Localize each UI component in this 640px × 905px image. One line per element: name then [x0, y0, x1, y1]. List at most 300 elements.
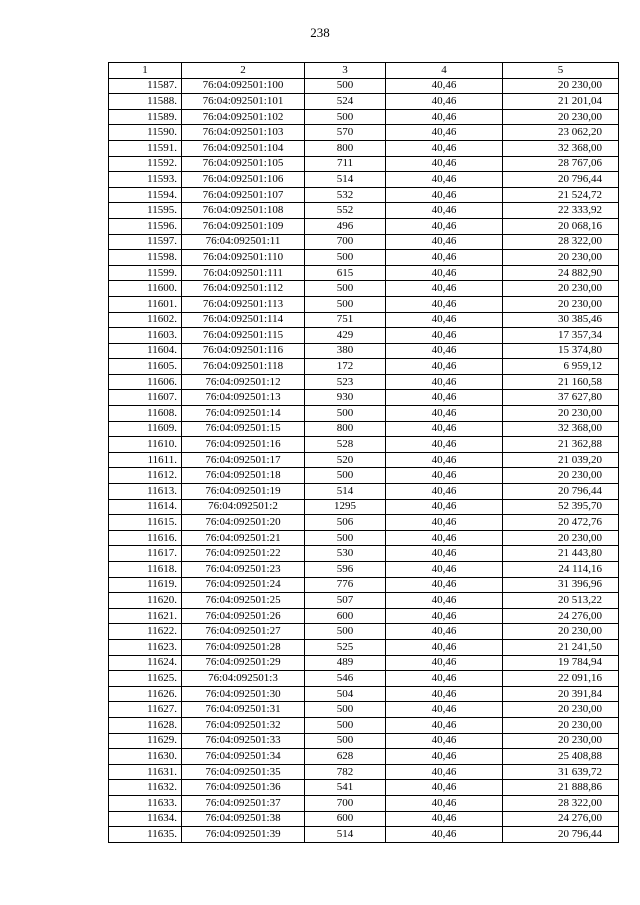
cadastral-number-cell: 76:04:092501:110: [182, 250, 305, 266]
area-cell: 507: [305, 593, 386, 609]
area-cell: 500: [305, 733, 386, 749]
area-cell: 524: [305, 94, 386, 110]
row-number-cell: 11611.: [109, 452, 182, 468]
table-body: [109, 78, 619, 842]
cadastral-number-cell: 76:04:092501:20: [182, 515, 305, 531]
cadastral-number-cell: 76:04:092501:118: [182, 359, 305, 375]
area-cell: 500: [305, 717, 386, 733]
row-number-cell: 11620.: [109, 593, 182, 609]
rate-cell: 40,46: [386, 78, 503, 94]
row-number-cell: 11604.: [109, 343, 182, 359]
area-cell: 520: [305, 452, 386, 468]
amount-cell: 52 395,70: [503, 499, 619, 515]
table-row: [109, 811, 619, 827]
rate-cell: 40,46: [386, 639, 503, 655]
row-number-cell: 11634.: [109, 811, 182, 827]
amount-cell: 25 408,88: [503, 749, 619, 765]
row-number-cell: 11617.: [109, 546, 182, 562]
row-number-cell: 11633.: [109, 795, 182, 811]
cadastral-number-cell: 76:04:092501:15: [182, 421, 305, 437]
cadastral-number-cell: 76:04:092501:112: [182, 281, 305, 297]
cadastral-number-cell: 76:04:092501:39: [182, 827, 305, 843]
amount-cell: 22 091,16: [503, 671, 619, 687]
row-number-cell: 11623.: [109, 639, 182, 655]
amount-cell: 20 796,44: [503, 172, 619, 188]
amount-cell: 21 888,86: [503, 780, 619, 796]
table-row: [109, 499, 619, 515]
table-row: [109, 109, 619, 125]
rate-cell: 40,46: [386, 468, 503, 484]
cadastral-number-cell: 76:04:092501:24: [182, 577, 305, 593]
row-number-cell: 11609.: [109, 421, 182, 437]
table-row: [109, 468, 619, 484]
cadastral-number-cell: 76:04:092501:116: [182, 343, 305, 359]
amount-cell: 32 368,00: [503, 421, 619, 437]
area-cell: 615: [305, 265, 386, 281]
amount-cell: 20 068,16: [503, 218, 619, 234]
amount-cell: 32 368,00: [503, 140, 619, 156]
table-row: [109, 343, 619, 359]
area-cell: 800: [305, 421, 386, 437]
cadastral-number-cell: 76:04:092501:14: [182, 406, 305, 422]
cadastral-number-cell: 76:04:092501:31: [182, 702, 305, 718]
row-number-cell: 11602.: [109, 312, 182, 328]
row-number-cell: 11590.: [109, 125, 182, 141]
cadastral-number-cell: 76:04:092501:26: [182, 608, 305, 624]
row-number-cell: 11628.: [109, 717, 182, 733]
row-number-cell: 11610.: [109, 437, 182, 453]
cadastral-number-cell: 76:04:092501:35: [182, 764, 305, 780]
column-header: 1: [109, 63, 182, 79]
header-row: [109, 63, 619, 79]
cadastral-number-cell: 76:04:092501:36: [182, 780, 305, 796]
table-row: [109, 733, 619, 749]
area-cell: 380: [305, 343, 386, 359]
cadastral-number-cell: 76:04:092501:34: [182, 749, 305, 765]
rate-cell: 40,46: [386, 421, 503, 437]
cadastral-number-cell: 76:04:092501:114: [182, 312, 305, 328]
rate-cell: 40,46: [386, 608, 503, 624]
cadastral-number-cell: 76:04:092501:27: [182, 624, 305, 640]
row-number-cell: 11592.: [109, 156, 182, 172]
rate-cell: 40,46: [386, 374, 503, 390]
area-cell: 496: [305, 218, 386, 234]
amount-cell: 20 230,00: [503, 109, 619, 125]
area-cell: 514: [305, 172, 386, 188]
row-number-cell: 11607.: [109, 390, 182, 406]
row-number-cell: 11598.: [109, 250, 182, 266]
area-cell: 711: [305, 156, 386, 172]
amount-cell: 21 443,80: [503, 546, 619, 562]
cadastral-number-cell: 76:04:092501:111: [182, 265, 305, 281]
table-row: [109, 624, 619, 640]
table-row: [109, 515, 619, 531]
row-number-cell: 11595.: [109, 203, 182, 219]
table-row: [109, 421, 619, 437]
area-cell: 429: [305, 328, 386, 344]
cadastral-number-cell: 76:04:092501:30: [182, 686, 305, 702]
area-cell: 530: [305, 546, 386, 562]
cadastral-number-cell: 76:04:092501:3: [182, 671, 305, 687]
rate-cell: 40,46: [386, 390, 503, 406]
table-row: [109, 655, 619, 671]
column-header: 4: [386, 63, 503, 79]
amount-cell: 30 385,46: [503, 312, 619, 328]
table-row: [109, 218, 619, 234]
area-cell: 172: [305, 359, 386, 375]
rate-cell: 40,46: [386, 655, 503, 671]
table-row: [109, 452, 619, 468]
area-cell: 541: [305, 780, 386, 796]
cadastral-number-cell: 76:04:092501:105: [182, 156, 305, 172]
amount-cell: 20 230,00: [503, 406, 619, 422]
column-header: 2: [182, 63, 305, 79]
table-row: [109, 671, 619, 687]
rate-cell: 40,46: [386, 250, 503, 266]
amount-cell: 20 230,00: [503, 296, 619, 312]
table-row: [109, 702, 619, 718]
table-row: [109, 78, 619, 94]
area-cell: 523: [305, 374, 386, 390]
rate-cell: 40,46: [386, 125, 503, 141]
area-cell: 514: [305, 484, 386, 500]
area-cell: 570: [305, 125, 386, 141]
row-number-cell: 11600.: [109, 281, 182, 297]
table-row: [109, 250, 619, 266]
table-row: [109, 156, 619, 172]
row-number-cell: 11615.: [109, 515, 182, 531]
area-cell: 700: [305, 795, 386, 811]
area-cell: 552: [305, 203, 386, 219]
area-cell: 628: [305, 749, 386, 765]
area-cell: 800: [305, 140, 386, 156]
row-number-cell: 11621.: [109, 608, 182, 624]
amount-cell: 21 201,04: [503, 94, 619, 110]
rate-cell: 40,46: [386, 156, 503, 172]
amount-cell: 21 241,50: [503, 639, 619, 655]
cadastral-number-cell: 76:04:092501:32: [182, 717, 305, 733]
table-row: [109, 780, 619, 796]
rate-cell: 40,46: [386, 546, 503, 562]
cadastral-number-cell: 76:04:092501:113: [182, 296, 305, 312]
rate-cell: 40,46: [386, 827, 503, 843]
amount-cell: 21 362,88: [503, 437, 619, 453]
row-number-cell: 11601.: [109, 296, 182, 312]
rate-cell: 40,46: [386, 764, 503, 780]
cadastral-number-cell: 76:04:092501:33: [182, 733, 305, 749]
cadastral-number-cell: 76:04:092501:23: [182, 562, 305, 578]
amount-cell: 22 333,92: [503, 203, 619, 219]
table-row: [109, 749, 619, 765]
row-number-cell: 11603.: [109, 328, 182, 344]
column-header: 5: [503, 63, 619, 79]
area-cell: 600: [305, 608, 386, 624]
row-number-cell: 11613.: [109, 484, 182, 500]
amount-cell: 23 062,20: [503, 125, 619, 141]
area-cell: 500: [305, 624, 386, 640]
area-cell: 500: [305, 296, 386, 312]
area-cell: 504: [305, 686, 386, 702]
cadastral-number-cell: 76:04:092501:103: [182, 125, 305, 141]
row-number-cell: 11624.: [109, 655, 182, 671]
area-cell: 528: [305, 437, 386, 453]
row-number-cell: 11618.: [109, 562, 182, 578]
row-number-cell: 11597.: [109, 234, 182, 250]
area-cell: 500: [305, 250, 386, 266]
row-number-cell: 11608.: [109, 406, 182, 422]
rate-cell: 40,46: [386, 593, 503, 609]
rate-cell: 40,46: [386, 780, 503, 796]
rate-cell: 40,46: [386, 577, 503, 593]
amount-cell: 21 160,58: [503, 374, 619, 390]
row-number-cell: 11625.: [109, 671, 182, 687]
row-number-cell: 11596.: [109, 218, 182, 234]
table-row: [109, 764, 619, 780]
amount-cell: 20 230,00: [503, 281, 619, 297]
area-cell: 525: [305, 639, 386, 655]
rate-cell: 40,46: [386, 312, 503, 328]
row-number-cell: 11631.: [109, 764, 182, 780]
area-cell: 700: [305, 234, 386, 250]
area-cell: 500: [305, 702, 386, 718]
table-row: [109, 296, 619, 312]
rate-cell: 40,46: [386, 203, 503, 219]
area-cell: 506: [305, 515, 386, 531]
amount-cell: 28 322,00: [503, 234, 619, 250]
table-row: [109, 546, 619, 562]
cadastral-number-cell: 76:04:092501:16: [182, 437, 305, 453]
cadastral-number-cell: 76:04:092501:106: [182, 172, 305, 188]
table-row: [109, 639, 619, 655]
amount-cell: 28 767,06: [503, 156, 619, 172]
amount-cell: 37 627,80: [503, 390, 619, 406]
area-cell: 514: [305, 827, 386, 843]
cadastral-number-cell: 76:04:092501:109: [182, 218, 305, 234]
amount-cell: 20 796,44: [503, 484, 619, 500]
area-cell: 776: [305, 577, 386, 593]
cadastral-number-cell: 76:04:092501:17: [182, 452, 305, 468]
rate-cell: 40,46: [386, 265, 503, 281]
amount-cell: 20 796,44: [503, 827, 619, 843]
cadastral-number-cell: 76:04:092501:22: [182, 546, 305, 562]
rate-cell: 40,46: [386, 140, 503, 156]
table-row: [109, 140, 619, 156]
rate-cell: 40,46: [386, 218, 503, 234]
table-row: [109, 827, 619, 843]
rate-cell: 40,46: [386, 530, 503, 546]
area-cell: 500: [305, 109, 386, 125]
area-cell: 930: [305, 390, 386, 406]
amount-cell: 15 374,80: [503, 343, 619, 359]
table-row: [109, 172, 619, 188]
table-header: [109, 63, 619, 79]
cadastral-number-cell: 76:04:092501:11: [182, 234, 305, 250]
rate-cell: 40,46: [386, 172, 503, 188]
cadastral-number-cell: 76:04:092501:13: [182, 390, 305, 406]
amount-cell: 20 230,00: [503, 250, 619, 266]
table-row: [109, 577, 619, 593]
cadastral-number-cell: 76:04:092501:12: [182, 374, 305, 390]
table-row: [109, 374, 619, 390]
cadastral-number-cell: 76:04:092501:21: [182, 530, 305, 546]
cadastral-number-cell: 76:04:092501:104: [182, 140, 305, 156]
rate-cell: 40,46: [386, 686, 503, 702]
row-number-cell: 11627.: [109, 702, 182, 718]
rate-cell: 40,46: [386, 359, 503, 375]
area-cell: 546: [305, 671, 386, 687]
amount-cell: 20 230,00: [503, 468, 619, 484]
table-row: [109, 717, 619, 733]
row-number-cell: 11591.: [109, 140, 182, 156]
row-number-cell: 11632.: [109, 780, 182, 796]
cadastral-number-cell: 76:04:092501:102: [182, 109, 305, 125]
table-row: [109, 125, 619, 141]
row-number-cell: 11594.: [109, 187, 182, 203]
rate-cell: 40,46: [386, 499, 503, 515]
area-cell: 782: [305, 764, 386, 780]
cadastral-number-cell: 76:04:092501:38: [182, 811, 305, 827]
amount-cell: 21 524,72: [503, 187, 619, 203]
table-row: [109, 484, 619, 500]
row-number-cell: 11606.: [109, 374, 182, 390]
rate-cell: 40,46: [386, 717, 503, 733]
cadastral-number-cell: 76:04:092501:108: [182, 203, 305, 219]
table-row: [109, 795, 619, 811]
rate-cell: 40,46: [386, 733, 503, 749]
column-header: 3: [305, 63, 386, 79]
row-number-cell: 11589.: [109, 109, 182, 125]
cadastral-number-cell: 76:04:092501:28: [182, 639, 305, 655]
table-row: [109, 265, 619, 281]
amount-cell: 24 114,16: [503, 562, 619, 578]
area-cell: 600: [305, 811, 386, 827]
row-number-cell: 11616.: [109, 530, 182, 546]
table-row: [109, 328, 619, 344]
cadastral-number-cell: 76:04:092501:29: [182, 655, 305, 671]
cadastral-number-cell: 76:04:092501:18: [182, 468, 305, 484]
table-row: [109, 608, 619, 624]
row-number-cell: 11599.: [109, 265, 182, 281]
rate-cell: 40,46: [386, 702, 503, 718]
amount-cell: 20 472,76: [503, 515, 619, 531]
table-row: [109, 593, 619, 609]
data-table: [108, 62, 619, 843]
row-number-cell: 11588.: [109, 94, 182, 110]
page-number: 238: [310, 25, 330, 40]
rate-cell: 40,46: [386, 187, 503, 203]
area-cell: 532: [305, 187, 386, 203]
row-number-cell: 11622.: [109, 624, 182, 640]
area-cell: 596: [305, 562, 386, 578]
area-cell: 500: [305, 281, 386, 297]
amount-cell: 20 230,00: [503, 717, 619, 733]
amount-cell: 21 039,20: [503, 452, 619, 468]
rate-cell: 40,46: [386, 296, 503, 312]
area-cell: 1295: [305, 499, 386, 515]
rate-cell: 40,46: [386, 452, 503, 468]
amount-cell: 24 276,00: [503, 608, 619, 624]
table-row: [109, 686, 619, 702]
area-cell: 500: [305, 530, 386, 546]
row-number-cell: 11593.: [109, 172, 182, 188]
table-row: [109, 359, 619, 375]
table-row: [109, 234, 619, 250]
cadastral-number-cell: 76:04:092501:25: [182, 593, 305, 609]
table-row: [109, 562, 619, 578]
table-row: [109, 390, 619, 406]
row-number-cell: 11630.: [109, 749, 182, 765]
rate-cell: 40,46: [386, 562, 503, 578]
rate-cell: 40,46: [386, 671, 503, 687]
table-row: [109, 312, 619, 328]
area-cell: 500: [305, 468, 386, 484]
amount-cell: 20 391,84: [503, 686, 619, 702]
table-row: [109, 281, 619, 297]
rate-cell: 40,46: [386, 749, 503, 765]
amount-cell: 20 230,00: [503, 624, 619, 640]
cadastral-number-cell: 76:04:092501:19: [182, 484, 305, 500]
rate-cell: 40,46: [386, 406, 503, 422]
rate-cell: 40,46: [386, 515, 503, 531]
rate-cell: 40,46: [386, 281, 503, 297]
cadastral-number-cell: 76:04:092501:100: [182, 78, 305, 94]
rate-cell: 40,46: [386, 624, 503, 640]
area-cell: 489: [305, 655, 386, 671]
amount-cell: 24 276,00: [503, 811, 619, 827]
row-number-cell: 11614.: [109, 499, 182, 515]
amount-cell: 31 396,96: [503, 577, 619, 593]
amount-cell: 20 230,00: [503, 733, 619, 749]
table-row: [109, 406, 619, 422]
amount-cell: 28 322,00: [503, 795, 619, 811]
row-number-cell: 11587.: [109, 78, 182, 94]
row-number-cell: 11626.: [109, 686, 182, 702]
amount-cell: 24 882,90: [503, 265, 619, 281]
table-row: [109, 94, 619, 110]
rate-cell: 40,46: [386, 795, 503, 811]
amount-cell: 20 230,00: [503, 530, 619, 546]
rate-cell: 40,46: [386, 437, 503, 453]
cadastral-number-cell: 76:04:092501:107: [182, 187, 305, 203]
rate-cell: 40,46: [386, 811, 503, 827]
amount-cell: 20 513,22: [503, 593, 619, 609]
row-number-cell: 11635.: [109, 827, 182, 843]
area-cell: 500: [305, 78, 386, 94]
row-number-cell: 11619.: [109, 577, 182, 593]
row-number-cell: 11612.: [109, 468, 182, 484]
amount-cell: 20 230,00: [503, 78, 619, 94]
rate-cell: 40,46: [386, 343, 503, 359]
row-number-cell: 11629.: [109, 733, 182, 749]
amount-cell: 31 639,72: [503, 764, 619, 780]
cadastral-number-cell: 76:04:092501:115: [182, 328, 305, 344]
rate-cell: 40,46: [386, 328, 503, 344]
amount-cell: 20 230,00: [503, 702, 619, 718]
area-cell: 500: [305, 406, 386, 422]
amount-cell: 6 959,12: [503, 359, 619, 375]
cadastral-number-cell: 76:04:092501:37: [182, 795, 305, 811]
table-row: [109, 530, 619, 546]
rate-cell: 40,46: [386, 109, 503, 125]
table-row: [109, 187, 619, 203]
table-row: [109, 437, 619, 453]
rate-cell: 40,46: [386, 94, 503, 110]
table-row: [109, 203, 619, 219]
cadastral-number-cell: 76:04:092501:2: [182, 499, 305, 515]
cadastral-number-cell: 76:04:092501:101: [182, 94, 305, 110]
amount-cell: 17 357,34: [503, 328, 619, 344]
rate-cell: 40,46: [386, 484, 503, 500]
